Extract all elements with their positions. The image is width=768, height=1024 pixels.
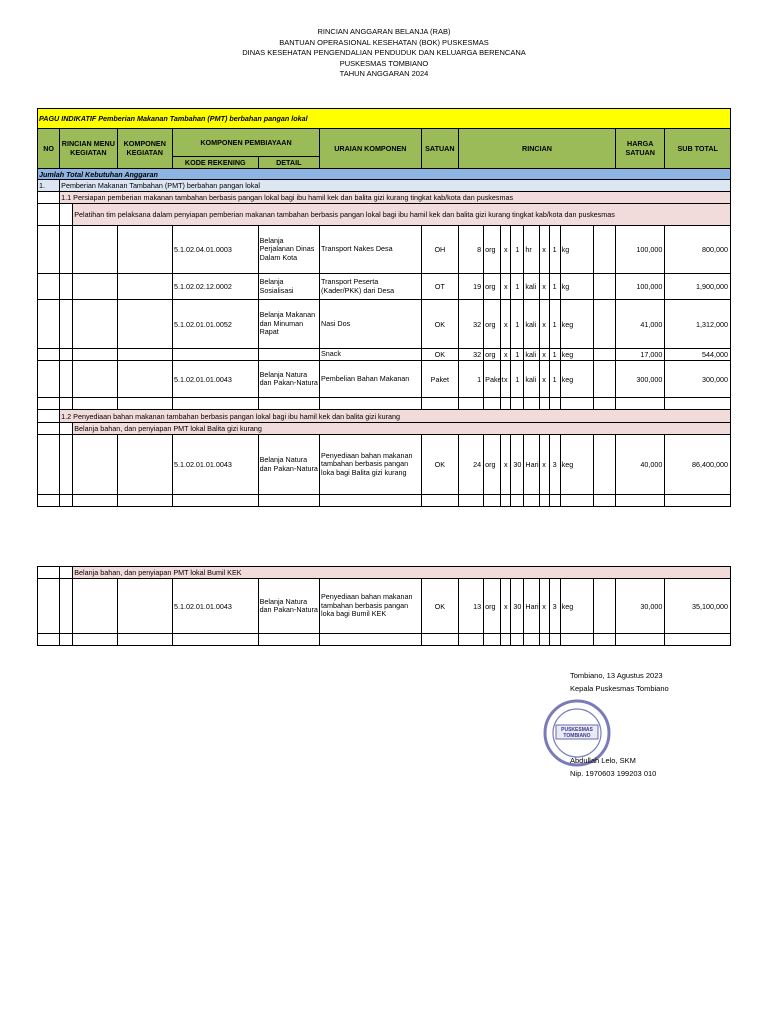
unit-3: kg xyxy=(560,226,593,274)
table-row xyxy=(38,349,731,361)
satuan-cell: Paket xyxy=(421,361,458,398)
svg-text:PUSKESMAS: PUSKESMAS xyxy=(561,727,593,733)
col-rincian: RINCIAN xyxy=(458,129,615,169)
unit-3: keg xyxy=(560,349,593,361)
qty-3: 1 xyxy=(549,274,560,300)
detail-cell: Belanja Natura dan Pakan-Natura xyxy=(258,579,319,634)
unit-3: keg xyxy=(560,300,593,349)
qty-1: 1 xyxy=(458,361,483,398)
header-line: DINAS KESEHATAN PENGENDALIAN PENDUDUK DAN KELUARGA BERENCANA xyxy=(242,48,526,58)
kode-rekening xyxy=(172,349,258,361)
unit-3: keg xyxy=(560,435,593,495)
header-line: RINCIAN ANGGARAN BELANJA (RAB) xyxy=(317,27,451,36)
signature-nip: Nip. 1970603 199203 010 xyxy=(570,769,657,778)
section-no: 1. xyxy=(38,180,60,192)
times-2: x xyxy=(539,579,549,634)
harga-cell: 17,000 xyxy=(616,349,665,361)
unit-2: kali xyxy=(524,300,539,349)
satuan-cell: OH xyxy=(421,226,458,274)
qty-3: 3 xyxy=(549,435,560,495)
qty-2: 1 xyxy=(511,361,524,398)
section-row xyxy=(38,180,731,192)
subtotal-cell: 800,000 xyxy=(665,226,731,274)
uraian-cell: Pembelian Bahan Makanan xyxy=(320,361,422,398)
col-detail: DETAIL xyxy=(258,157,319,169)
times-2: x xyxy=(539,300,549,349)
unit-1: org xyxy=(484,349,501,361)
harga-cell: 30,000 xyxy=(616,579,665,634)
kode-rekening: 5.1.02.01.01.0043 xyxy=(172,361,258,398)
qty-1: 13 xyxy=(458,579,483,634)
detail-cell: Belanja Natura dan Pakan-Natura xyxy=(258,435,319,495)
table-row xyxy=(38,226,731,274)
satuan-cell: OK xyxy=(421,349,458,361)
times-2: x xyxy=(539,274,549,300)
table-row xyxy=(38,435,731,495)
unit-3: keg xyxy=(560,361,593,398)
kode-rekening: 5.1.02.04.01.0003 xyxy=(172,226,258,274)
qty-1: 32 xyxy=(458,349,483,361)
header-line: BANTUAN OPERASIONAL KESEHATAN (BOK) PUSKESMAS xyxy=(279,37,489,47)
unit-2: kali xyxy=(524,349,539,361)
unit-2: Hari xyxy=(524,579,539,634)
subtotal-cell: 35,100,000 xyxy=(665,579,731,634)
harga-cell: 100,000 xyxy=(616,274,665,300)
activity-title: Belanja bahan, dan penyiapan PMT lokal Bumil KEK xyxy=(73,567,731,579)
qty-1: 32 xyxy=(458,300,483,349)
harga-cell: 300,000 xyxy=(616,361,665,398)
uraian-cell: Transport Peserta (Kader/PKK) dari Desa xyxy=(320,274,422,300)
unit-1: org xyxy=(484,579,501,634)
activity-row xyxy=(38,423,731,435)
col-kode-rekening: KODE REKENING xyxy=(172,157,258,169)
subtotal-cell: 544,000 xyxy=(665,349,731,361)
table-row xyxy=(38,300,731,349)
times-2: x xyxy=(539,435,549,495)
harga-cell: 40,000 xyxy=(616,435,665,495)
subsection-title: 1.1 Persiapan pemberian makanan tambahan berbasis pangan lokal bagi ibu hamil kek dan balita gizi kurang tingkat kab/kota dan puskesmas xyxy=(60,192,731,204)
qty-2: 1 xyxy=(511,300,524,349)
uraian-cell: Nasi Dos xyxy=(320,300,422,349)
satuan-cell: OT xyxy=(421,274,458,300)
section-title: Pemberian Makanan Tambahan (PMT) berbahan pangan lokal xyxy=(60,180,731,192)
col-uraian: URAIAN KOMPONEN xyxy=(320,129,422,169)
qty-3: 1 xyxy=(549,300,560,349)
harga-cell: 100,000 xyxy=(616,226,665,274)
qty-3: 1 xyxy=(549,349,560,361)
empty-row xyxy=(38,495,731,507)
unit-3: kg xyxy=(560,274,593,300)
qty-3: 1 xyxy=(549,361,560,398)
qty-2: 30 xyxy=(511,579,524,634)
unit-2: Hari xyxy=(524,435,539,495)
detail-cell: Belanja Sosialisasi xyxy=(258,274,319,300)
uraian-cell: Penyediaan bahan makanan tambahan berbasis pangan loka bagi Bumil KEK xyxy=(320,579,422,634)
subsection-row xyxy=(38,410,731,423)
unit-3: keg xyxy=(560,579,593,634)
unit-1: org xyxy=(484,274,501,300)
detail-cell: Belanja Natura dan Pakan-Natura xyxy=(258,361,319,398)
uraian-cell: Snack xyxy=(320,349,422,361)
col-harga-satuan: HARGA SATUAN xyxy=(616,129,665,169)
kode-rekening: 5.1.02.01.01.0043 xyxy=(172,579,258,634)
empty-row xyxy=(38,634,731,646)
unit-2: kali xyxy=(524,361,539,398)
subtotal-cell: 1,900,000 xyxy=(665,274,731,300)
times-1: x xyxy=(501,226,511,274)
qty-3: 3 xyxy=(549,579,560,634)
activity-row xyxy=(38,567,731,579)
qty-2: 30 xyxy=(511,435,524,495)
col-satuan: SATUAN xyxy=(421,129,458,169)
satuan-cell: OK xyxy=(421,435,458,495)
pagu-indikatif: PAGU INDIKATIF Pemberian Makanan Tambahan (PMT) berbahan pangan lokal xyxy=(38,109,731,129)
times-1: x xyxy=(501,300,511,349)
unit-2: hr xyxy=(524,226,539,274)
activity-row xyxy=(38,204,731,226)
unit-1: org xyxy=(484,226,501,274)
unit-2: kali xyxy=(524,274,539,300)
detail-cell: Belanja Perjalanan Dinas Dalam Kota xyxy=(258,226,319,274)
table-row xyxy=(38,274,731,300)
subtotal-cell: 86,400,000 xyxy=(665,435,731,495)
activity-title: Pelatihan tim pelaksana dalam penyiapan pemberian makanan tambahan berbasis pangan lokal bagi ibu hamil kek dan balita gizi kurang tingkat kab/kota dan puskesmas xyxy=(73,204,731,226)
satuan-cell: OK xyxy=(421,579,458,634)
signature-place-date: Tombiano, 13 Agustus 2023 xyxy=(570,671,663,680)
detail-cell xyxy=(258,349,319,361)
activity-title: Belanja bahan, dan penyiapan PMT lokal Balita gizi kurang xyxy=(73,423,731,435)
qty-2: 1 xyxy=(511,349,524,361)
jumlah-total-row: Jumlah Total Kebutuhan Anggaran xyxy=(38,169,731,180)
times-1: x xyxy=(501,361,511,398)
unit-1: Paket xyxy=(484,361,501,398)
unit-1: org xyxy=(484,435,501,495)
kode-rekening: 5.1.02.02.12.0002 xyxy=(172,274,258,300)
satuan-cell: OK xyxy=(421,300,458,349)
document-header xyxy=(0,27,768,80)
times-1: x xyxy=(501,349,511,361)
times-2: x xyxy=(539,361,549,398)
subsection-row xyxy=(38,192,731,204)
col-rincian-menu: RINCIAN MENU KEGIATAN xyxy=(60,129,117,169)
qty-3: 1 xyxy=(549,226,560,274)
times-2: x xyxy=(539,349,549,361)
times-2: x xyxy=(539,226,549,274)
signature-name: Abdullah Lelo, SKM xyxy=(570,756,636,765)
harga-cell: 41,000 xyxy=(616,300,665,349)
qty-1: 24 xyxy=(458,435,483,495)
col-komponen-pembiayaan: KOMPONEN PEMBIAYAAN xyxy=(172,129,319,157)
budget-table xyxy=(37,108,731,507)
subtotal-cell: 1,312,000 xyxy=(665,300,731,349)
empty-row xyxy=(38,398,731,410)
detail-cell: Belanja Makanan dan Minuman Rapat xyxy=(258,300,319,349)
qty-1: 8 xyxy=(458,226,483,274)
times-1: x xyxy=(501,274,511,300)
qty-1: 19 xyxy=(458,274,483,300)
times-1: x xyxy=(501,579,511,634)
signature-position: Kepala Puskesmas Tombiano xyxy=(570,684,669,693)
table-row xyxy=(38,361,731,398)
uraian-cell: Penyediaan bahan makanan tambahan berbasis pangan loka bagi Balita gizi kurang xyxy=(320,435,422,495)
subsection-title: 1.2 Penyediaan bahan makanan tambahan berbasis pangan lokal bagi ibu hamil kek dan balita gizi kurang xyxy=(60,410,731,423)
kode-rekening: 5.1.02.01.01.0052 xyxy=(172,300,258,349)
header-line: PUSKESMAS TOMBIANO xyxy=(339,58,429,68)
subtotal-cell: 300,000 xyxy=(665,361,731,398)
kode-rekening: 5.1.02.01.01.0043 xyxy=(172,435,258,495)
times-1: x xyxy=(501,435,511,495)
uraian-cell: Transport Nakes Desa xyxy=(320,226,422,274)
budget-table-continued xyxy=(37,566,731,646)
col-komponen-kegiatan: KOMPONEN KEGIATAN xyxy=(117,129,172,169)
unit-1: org xyxy=(484,300,501,349)
table-row xyxy=(38,579,731,634)
qty-2: 1 xyxy=(511,274,524,300)
header-line: TAHUN ANGGARAN 2024 xyxy=(339,69,429,79)
qty-2: 1 xyxy=(511,226,524,274)
col-no: NO xyxy=(38,129,60,169)
col-sub-total: SUB TOTAL xyxy=(665,129,731,169)
svg-text:TOMBIANO: TOMBIANO xyxy=(563,733,591,739)
